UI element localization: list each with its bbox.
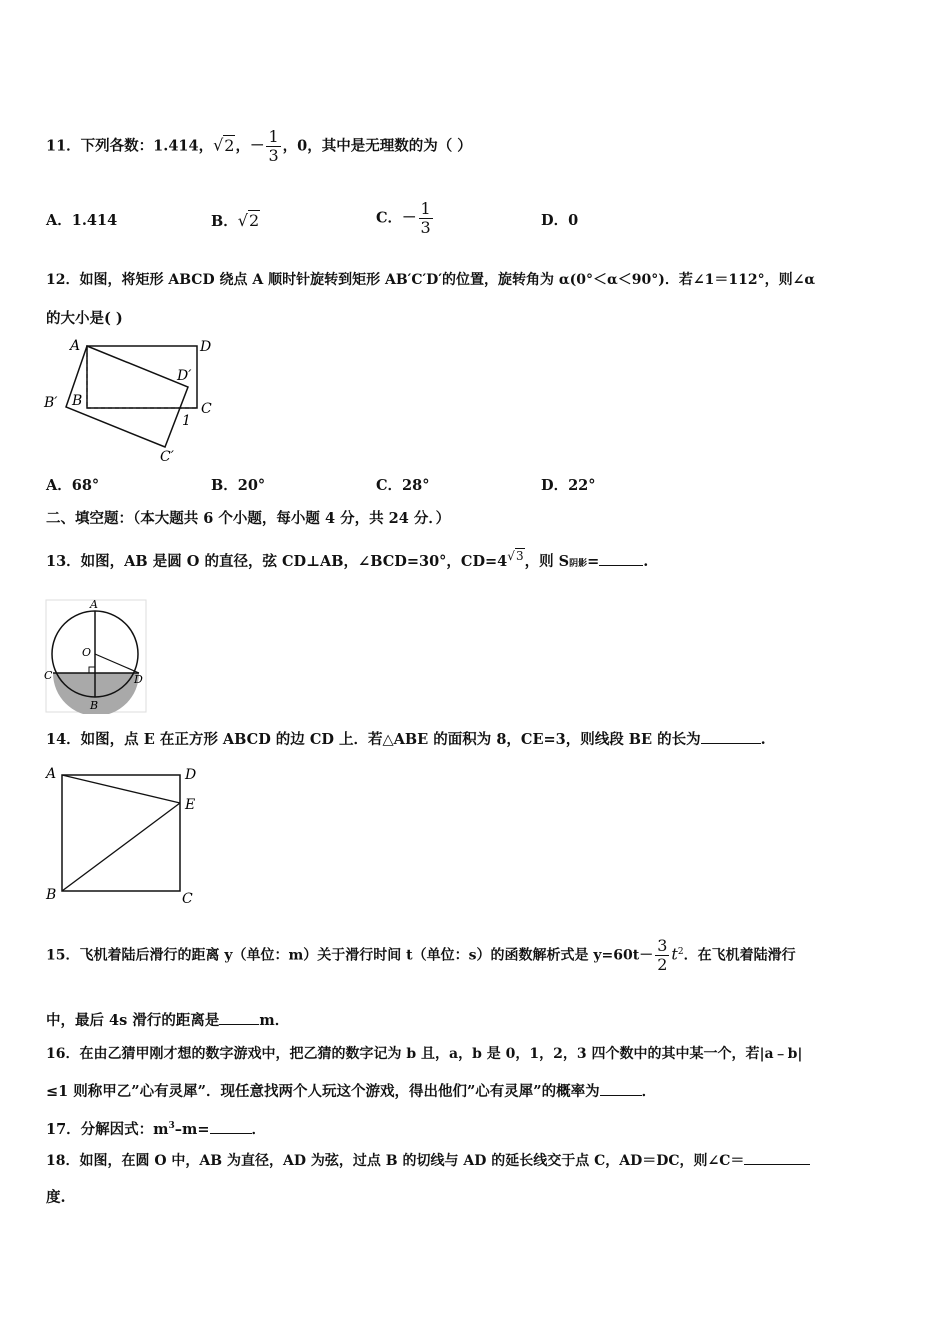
- label-o: O: [82, 646, 92, 659]
- question-15-line2: [46, 1011, 289, 1031]
- q15-text-prefix: 15．飞机着陆后滑行的距离 y（单位：m）关于滑行时间 t（单位：s）的函数解析式是 y=60t－: [46, 947, 654, 964]
- label-d: D: [200, 339, 212, 355]
- q16-line2-prefix: ≤1 则称甲乙”心有灵犀”．现任意找两个人玩这个游戏，得出他们”心有灵犀”的概率为: [46, 1083, 600, 1100]
- frac-numerator: 1: [268, 127, 279, 146]
- label-b: B: [72, 393, 83, 409]
- q15-line2-prefix: 中，最后 4s 滑行的距离是: [46, 1012, 220, 1029]
- sqrt-radicand: 3: [515, 549, 524, 563]
- label-d-prime: D′: [177, 368, 192, 384]
- sqrt-2: √2: [237, 211, 260, 230]
- q15-line2-suffix: m．: [259, 1012, 290, 1029]
- answer-blank[interactable]: [744, 1152, 810, 1165]
- q12-option-a: A．68°: [46, 477, 100, 494]
- q11-text-suffix: ，0，其中是无理数的为（ ）: [282, 137, 472, 155]
- label-d: D: [134, 673, 143, 686]
- label-d: D: [185, 767, 197, 783]
- frac-denominator: 3: [268, 146, 279, 165]
- question-11: [46, 128, 472, 165]
- label-a: A: [70, 338, 81, 354]
- q11-minus: ，－: [235, 137, 265, 155]
- sqrt-radicand: 2: [248, 211, 260, 230]
- label-b: B: [46, 887, 57, 903]
- q12-option-d: D．22°: [541, 477, 596, 494]
- q16-line2-suffix: ．: [641, 1083, 657, 1100]
- q14-end: .: [760, 731, 766, 748]
- q12-option-c: C．28°: [376, 477, 430, 494]
- question-16-line1: 16．在由乙猜甲刚才想的数字游戏中，把乙猜的数字记为 b 且，a，b 是 0，1，2，3 四个数中的其中某一个，若|a﹣b|: [46, 1046, 803, 1062]
- option-minus: －: [402, 209, 417, 227]
- question-15-line1: [46, 937, 796, 974]
- question-18-line1: [46, 1151, 810, 1171]
- option-label: D．: [541, 212, 569, 229]
- square-abcd: [62, 775, 180, 891]
- q13-text-middle: ，则 S: [524, 552, 570, 570]
- option-label: B．: [211, 213, 238, 230]
- q11-option-c: [376, 200, 435, 237]
- frac-denominator: 3: [420, 218, 431, 237]
- option-value: 0: [568, 212, 579, 229]
- question-13: [46, 546, 648, 574]
- q13-equals: =: [587, 552, 600, 570]
- q11-option-b: [211, 211, 260, 232]
- sqrt-2: √2: [213, 135, 235, 155]
- variable-t: t: [671, 944, 678, 964]
- question-16-line2: [46, 1082, 656, 1102]
- answer-blank[interactable]: [600, 1083, 642, 1096]
- q11-option-a: [46, 211, 117, 231]
- q17-text-prefix: 17．分解因式：m: [46, 1120, 169, 1138]
- fraction-one-third: [419, 200, 433, 237]
- q13-text-prefix: 13．如图，AB 是圆 O 的直径，弦 CD⊥AB，∠BCD=30°，CD=4: [46, 552, 508, 570]
- fraction-one-third: [266, 128, 280, 165]
- q17-text-suffix: –m=: [174, 1120, 210, 1138]
- label-e: E: [185, 797, 196, 813]
- label-b-prime: B′: [44, 395, 58, 411]
- question-17: [46, 1116, 266, 1140]
- label-c: C: [201, 401, 212, 417]
- option-label: A．: [46, 212, 72, 229]
- label-angle-1: 1: [182, 413, 191, 429]
- q13-end: .: [643, 552, 649, 570]
- q14-text: 14．如图，点 E 在正方形 ABCD 的边 CD 上．若△ABE 的面积为 8，CE=3，则线段 BE 的长为: [46, 731, 701, 748]
- right-angle-mark: [89, 667, 95, 673]
- answer-blank[interactable]: [701, 731, 761, 744]
- q15-text-suffix: ．在飞机着陆滑行: [683, 947, 796, 964]
- q11-text-prefix: 11．下列各数：1.414，: [46, 137, 214, 155]
- label-a: A: [90, 598, 98, 611]
- frac-numerator: 1: [420, 199, 431, 218]
- q17-end: ．: [251, 1120, 267, 1138]
- label-b: B: [90, 699, 99, 712]
- q11-option-d: [541, 211, 578, 231]
- label-a: A: [46, 766, 57, 782]
- answer-blank[interactable]: [599, 553, 643, 566]
- q14-square-figure: [40, 763, 210, 909]
- option-label: C．: [376, 209, 403, 227]
- label-c: C: [44, 669, 53, 682]
- q12-rectangle-figure: [40, 335, 230, 467]
- q12-option-b: B．20°: [211, 477, 266, 494]
- label-c-prime: C′: [160, 449, 174, 465]
- segment-ae: [62, 775, 180, 803]
- q18-text: 18．如图，在圆 O 中，AB 为直径，AD 为弦，过点 B 的切线与 AD 的延长线交于点 C，AD＝DC，则∠C＝: [46, 1153, 745, 1169]
- fraction-three-halves: [655, 937, 669, 974]
- sqrt-3: √3: [507, 549, 524, 563]
- sqrt-radicand: 2: [224, 135, 235, 155]
- question-18-line2: 度.: [46, 1189, 66, 1206]
- segment-be: [62, 803, 180, 891]
- question-12-line2: 的大小是( ): [46, 310, 123, 327]
- section-title: 二、填空题：（本大题共 6 个小题，每小题 4 分，共 24 分．）: [46, 510, 451, 527]
- question-14: [46, 730, 766, 750]
- rotated-rectangle: [66, 346, 188, 447]
- exponent: 2: [677, 946, 684, 957]
- answer-blank[interactable]: [210, 1121, 252, 1134]
- subscript-shaded: 阴影: [569, 558, 588, 569]
- frac-numerator: 3: [657, 936, 668, 955]
- label-c: C: [182, 891, 193, 907]
- exponent: 3: [168, 1121, 175, 1131]
- q13-circle-figure: [42, 596, 150, 714]
- frac-denominator: 2: [657, 955, 668, 974]
- option-value: 1.414: [71, 212, 118, 229]
- question-12-line1: 12．如图，将矩形 ABCD 绕点 A 顺时针旋转到矩形 AB′C′D′的位置，旋转角为 α(0°＜α＜90°)．若∠1＝112°，则∠α: [46, 272, 816, 288]
- radius-od: [95, 654, 139, 673]
- answer-blank[interactable]: [219, 1012, 259, 1025]
